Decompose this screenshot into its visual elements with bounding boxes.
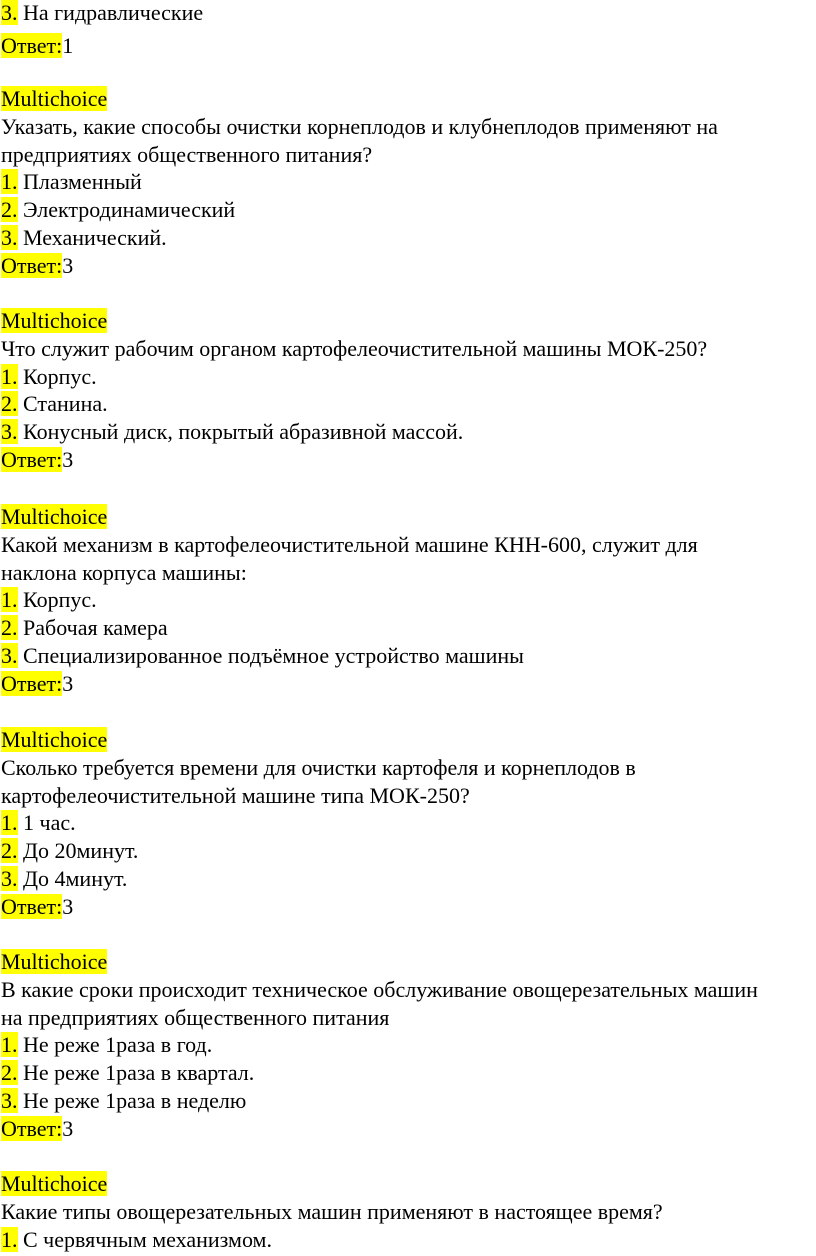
option-line — [1, 419, 463, 445]
question-text: Что служит рабочим органом картофелеочистительной машины МОК-250? — [1, 335, 708, 361]
option-text: Специализированное подъёмное устройство машины — [17, 643, 524, 668]
question-text: картофелеочистительной машине типа МОК-250? — [1, 782, 470, 808]
option-line — [1, 615, 168, 641]
option-text: Станина. — [17, 391, 108, 417]
option-number: 2. — [1, 838, 18, 864]
answer-label: Ответ: — [1, 33, 63, 58]
option-line — [1, 1032, 212, 1058]
answer-value: 1 — [62, 33, 74, 58]
answer-line — [1, 253, 73, 279]
option-line — [1, 810, 76, 836]
option-line — [1, 1088, 246, 1114]
option-number: 3. — [1, 419, 18, 445]
question-text: Сколько требуется времени для очистки картофеля и корнеплодов в — [1, 754, 636, 780]
option-text: 1 час. — [17, 810, 76, 836]
option-line — [1, 1060, 254, 1086]
answer-label: Ответ: — [1, 1115, 63, 1141]
answer-line — [1, 671, 73, 697]
option-text: До 4минут. — [17, 866, 128, 891]
option-text: Не реже 1раза в квартал. — [17, 1060, 255, 1086]
answer-label: Ответ: — [1, 670, 63, 696]
option-text: Электродинамический — [17, 197, 236, 223]
type-label-text: Multichoice — [1, 504, 108, 529]
type-label-text: Multichoice — [1, 1171, 108, 1196]
type-label-text: Multichoice — [1, 727, 108, 752]
option-line — [1, 0, 203, 26]
answer-value: 3 — [62, 893, 74, 919]
option-text: Конусный диск, покрытый абразивной массой. — [17, 419, 464, 445]
option-number: 2. — [1, 615, 18, 641]
option-line — [1, 866, 127, 892]
question-text: В какие сроки происходит техническое обслуживание овощерезательных машин — [1, 976, 758, 1002]
question-text: на предприятиях общественного питания — [1, 1004, 390, 1030]
option-number: 1. — [1, 1032, 18, 1058]
option-line — [1, 838, 138, 864]
option-text: Рабочая камера — [17, 615, 168, 641]
question-type-label — [1, 727, 107, 753]
question-text: Какие типы овощерезательных машин применяют в настоящее время? — [1, 1198, 663, 1224]
option-text: Механический. — [17, 225, 167, 250]
question-type-label — [1, 949, 107, 975]
type-label-text: Multichoice — [1, 308, 108, 333]
type-label-text: Multichoice — [1, 86, 108, 111]
option-text: С червячным механизмом. — [17, 1226, 272, 1252]
question-type-label — [1, 1171, 107, 1197]
option-text: До 20минут. — [17, 838, 139, 864]
option-number: 3. — [1, 0, 18, 25]
question-text: предприятиях общественного питания? — [1, 141, 373, 167]
option-text: На гидравлические — [17, 0, 204, 25]
option-number: 3. — [1, 866, 18, 891]
answer-value: 3 — [62, 447, 74, 472]
question-type-label — [1, 86, 107, 112]
option-line — [1, 643, 524, 669]
option-line — [1, 225, 167, 251]
question-text: Указать, какие способы очистки корнеплодов и клубнеплодов применяют на — [1, 113, 718, 139]
question-text: наклона корпуса машины: — [1, 559, 247, 585]
option-number: 2. — [1, 1060, 18, 1086]
question-type-label — [1, 504, 107, 530]
answer-value: 3 — [62, 670, 74, 696]
question-text: Какой механизм в картофелеочистительной машине КНН-600, служит для — [1, 531, 698, 557]
option-number: 2. — [1, 197, 18, 223]
answer-line — [1, 894, 73, 920]
option-text: Корпус. — [17, 587, 97, 613]
option-number: 1. — [1, 169, 18, 195]
option-number: 1. — [1, 363, 18, 389]
answer-line — [1, 33, 73, 59]
option-text: Плазменный — [17, 169, 142, 195]
answer-value: 3 — [62, 1115, 74, 1141]
answer-line — [1, 447, 73, 473]
option-line — [1, 197, 235, 223]
option-number: 3. — [1, 1088, 18, 1113]
option-number: 1. — [1, 1226, 18, 1252]
answer-value: 3 — [62, 252, 74, 278]
option-line — [1, 364, 97, 390]
answer-label: Ответ: — [1, 893, 63, 919]
option-line — [1, 587, 97, 613]
type-label-text: Multichoice — [1, 949, 108, 974]
option-number: 3. — [1, 643, 18, 668]
option-text: Корпус. — [17, 363, 97, 389]
option-number: 3. — [1, 225, 18, 250]
answer-line — [1, 1116, 73, 1142]
question-type-label — [1, 308, 107, 334]
option-number: 1. — [1, 810, 18, 836]
answer-label: Ответ: — [1, 447, 63, 472]
option-line — [1, 169, 142, 195]
option-text: Не реже 1раза в год. — [17, 1032, 213, 1058]
option-line — [1, 1227, 272, 1253]
option-number: 2. — [1, 391, 18, 417]
option-text: Не реже 1раза в неделю — [17, 1088, 247, 1113]
option-number: 1. — [1, 587, 18, 613]
answer-label: Ответ: — [1, 252, 63, 278]
option-line — [1, 391, 108, 417]
